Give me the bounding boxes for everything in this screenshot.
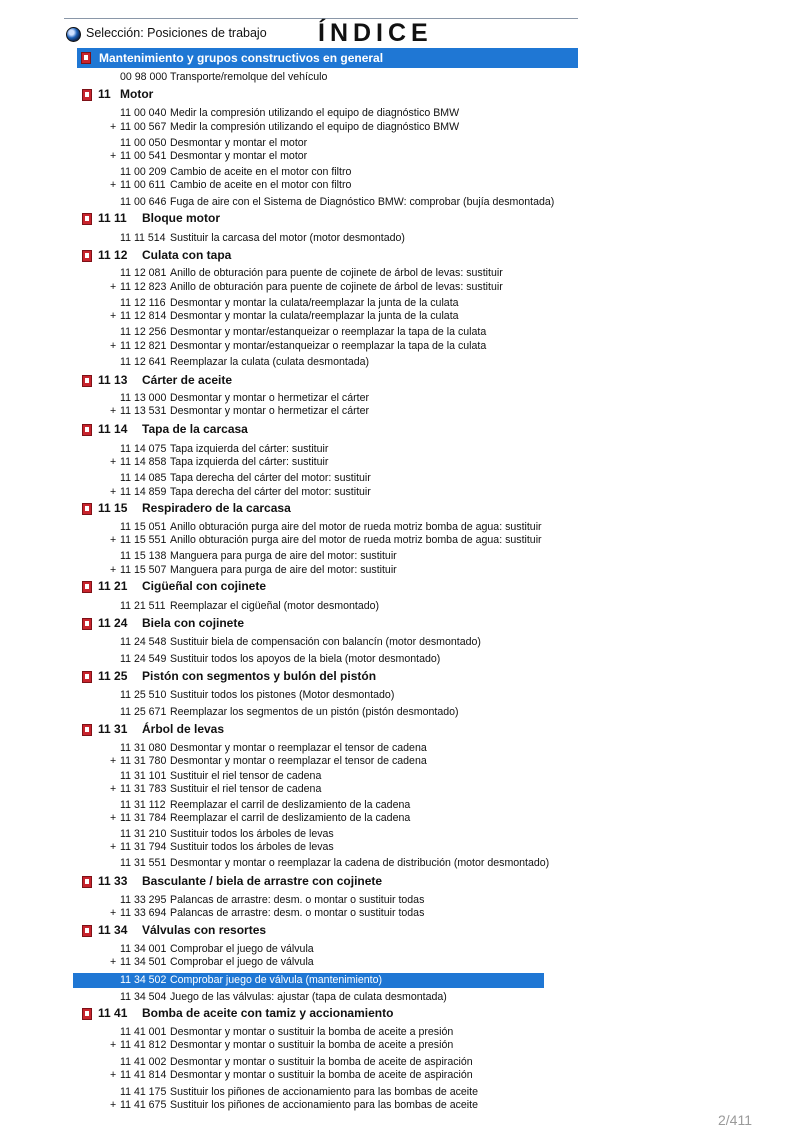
item-description: Desmontar y montar la culata/reemplazar la junta de la culata [170,310,459,322]
item-code: 11 15 551 [120,534,167,546]
item-code: 11 14 085 [120,472,167,484]
document-icon [81,52,91,64]
item-description: Sustituir los piñones de accionamiento para las bombas de aceite [170,1099,478,1111]
item-description: Sustituir el riel tensor de cadena [170,783,322,795]
item-description: Tapa izquierda del cárter: sustituir [170,443,329,455]
item-code: 11 31 112 [120,799,166,811]
item-code: 11 24 549 [120,653,167,665]
group-name: Válvulas con resortes [142,923,267,937]
item-description: Sustituir el riel tensor de cadena [170,770,322,782]
item-description: Sustituir biela de compensación con balancín (motor desmontado) [170,636,481,648]
item-code: 11 41 814 [120,1069,167,1081]
document-icon [82,375,92,387]
group-code: 11 11 [98,211,127,225]
item-code: 11 12 821 [120,340,167,352]
plus-marker: + [110,281,117,293]
item-description: Desmontar y montar o sustituir la bomba de aceite a presión [170,1039,454,1051]
plus-marker: + [110,310,117,322]
item-description: Palancas de arrastre: desm. o montar o sustituir todas [170,894,425,906]
item-description: Desmontar y montar o reemplazar el tensor de cadena [170,755,427,767]
document-icon [82,581,92,593]
document-icon [82,424,92,436]
item-description: Desmontar y montar o hermetizar el cárter [170,392,369,404]
plus-marker: + [110,456,117,468]
group-code: 11 34 [98,923,128,937]
document-icon [82,1008,92,1020]
plus-marker: + [110,907,117,919]
item-code: 11 00 567 [120,121,167,133]
item-code: 11 31 784 [120,812,167,824]
group-code: 11 14 [98,422,128,436]
item-code: 11 41 175 [120,1086,167,1098]
group-code: 11 [98,87,111,101]
item-description: Desmontar y montar/estanqueizar o reemplazar la tapa de la culata [170,340,487,352]
item-description: Reemplazar los segmentos de un pistón (pistón desmontado) [170,706,459,718]
document-icon [82,876,92,888]
item-description: Desmontar y montar o sustituir la bomba de aceite de aspiración [170,1056,473,1068]
item-description: Cambio de aceite en el motor con filtro [170,179,352,191]
item-code: 11 31 210 [120,828,167,840]
item-code: 11 41 002 [120,1056,167,1068]
item-code: 11 12 256 [120,326,167,338]
item-code: 11 12 814 [120,310,167,322]
group-code: 11 21 [98,579,128,593]
item-code: 11 21 511 [120,600,166,612]
index-title: ÍNDICE [318,19,433,47]
item-code: 11 13 531 [120,405,167,417]
item-code: 11 31 780 [120,755,167,767]
plus-marker: + [110,121,117,133]
item-description: Transporte/remolque del vehículo [170,71,328,83]
item-code: 11 00 050 [120,137,167,149]
item-code: 11 15 051 [120,521,167,533]
item-code: 11 34 501 [120,956,167,968]
plus-marker: + [110,405,117,417]
group-name: Cárter de aceite [142,373,233,387]
group-code: 11 25 [98,669,128,683]
document-icon [82,89,92,101]
item-description: Desmontar y montar o hermetizar el cárter [170,405,369,417]
item-code: 11 15 138 [120,550,167,562]
item-description: Desmontar y montar o reemplazar la cadena de distribución (motor desmontado) [170,857,550,869]
item-description: Reemplazar el cigüeñal (motor desmontado) [170,600,380,612]
item-description: Manguera para purga de aire del motor: sustituir [170,564,397,576]
item-code: 11 15 507 [120,564,167,576]
group-code: 11 41 [98,1006,128,1020]
document-icon [82,724,92,736]
item-description: Desmontar y montar el motor [170,137,308,149]
plus-marker: + [110,841,117,853]
item-code: 11 25 510 [120,689,167,701]
document-icon [82,213,92,225]
plus-marker: + [110,534,117,546]
item-code: 11 14 075 [120,443,167,455]
item-description: Anillo obturación purga aire del motor de rueda motriz bomba de agua: sustituir [170,534,542,546]
item-description: Comprobar el juego de válvula [170,956,314,968]
plus-marker: + [110,1069,117,1081]
item-description: Palancas de arrastre: desm. o montar o sustituir todas [170,907,425,919]
item-description: Sustituir todos los apoyos de la biela (motor desmontado) [170,653,441,665]
group-code: 11 31 [98,722,128,736]
item-code: 11 00 611 [120,179,166,191]
group-name: Cigüeñal con cojinete [142,579,267,593]
item-code: 11 31 101 [120,770,167,782]
item-code: 11 11 514 [120,232,166,244]
item-code: 11 13 000 [120,392,167,404]
group-name: Motor [120,87,154,101]
item-code: 11 24 548 [120,636,167,648]
selection-label: Selección: Posiciones de trabajo [86,26,267,40]
item-description: Desmontar y montar el motor [170,150,308,162]
group-code: 11 13 [98,373,128,387]
group-name: Biela con cojinete [142,616,245,630]
group-name: Basculante / biela de arrastre con cojinete [142,874,383,888]
item-description: Sustituir la carcasa del motor (motor desmontado) [170,232,405,244]
item-code: 11 00 040 [120,107,167,119]
item-code: 11 14 859 [120,486,167,498]
item-description: Desmontar y montar o reemplazar el tensor de cadena [170,742,427,754]
group-name: Árbol de levas [142,722,225,736]
group-name: Culata con tapa [142,248,232,262]
document-icon [82,250,92,262]
plus-marker: + [110,564,117,576]
item-code: 11 12 081 [120,267,167,279]
group-name: Tapa de la carcasa [142,422,248,436]
item-code: 11 31 551 [120,857,167,869]
item-description: Sustituir todos los árboles de levas [170,828,334,840]
document-icon [82,925,92,937]
item-description: Desmontar y montar o sustituir la bomba de aceite de aspiración [170,1069,473,1081]
item-code: 11 31 794 [120,841,167,853]
item-code: 11 14 858 [120,456,167,468]
plus-marker: + [110,486,117,498]
group-code: 11 24 [98,616,128,630]
item-code: 11 00 541 [120,150,167,162]
item-description: Medir la compresión utilizando el equipo de diagnóstico BMW [170,121,460,133]
item-code: 11 41 001 [120,1026,167,1038]
group-name: Bloque motor [142,211,220,225]
document-icon [82,618,92,630]
plus-marker: + [110,956,117,968]
item-description: Comprobar el juego de válvula [170,943,314,955]
group-name: Respiradero de la carcasa [142,501,291,515]
item-description: Sustituir los piñones de accionamiento para las bombas de aceite [170,1086,478,1098]
item-description: Cambio de aceite en el motor con filtro [170,166,352,178]
item-code: 11 34 502 [120,974,167,986]
item-description: Tapa izquierda del cárter: sustituir [170,456,329,468]
item-description: Desmontar y montar o sustituir la bomba de aceite a presión [170,1026,454,1038]
category-label: Mantenimiento y grupos constructivos en general [99,51,384,65]
item-description: Tapa derecha del cárter del motor: sustituir [170,472,371,484]
item-description: Anillo obturación purga aire del motor de rueda motriz bomba de agua: sustituir [170,521,542,533]
document-icon [82,671,92,683]
item-code: 11 34 001 [120,943,167,955]
item-code: 11 00 646 [120,196,167,208]
item-description: Desmontar y montar/estanqueizar o reemplazar la tapa de la culata [170,326,487,338]
item-code: 11 00 209 [120,166,167,178]
plus-marker: + [110,150,117,162]
item-description: Tapa derecha del cárter del motor: sustituir [170,486,371,498]
group-code: 11 15 [98,501,128,515]
plus-marker: + [110,1099,117,1111]
item-code: 11 33 694 [120,907,167,919]
item-description: Manguera para purga de aire del motor: sustituir [170,550,397,562]
window-header [64,20,578,46]
item-code: 11 25 671 [120,706,167,718]
group-name: Bomba de aceite con tamiz y accionamiento [142,1006,394,1020]
item-description: Sustituir todos los árboles de levas [170,841,334,853]
group-code: 11 12 [98,248,128,262]
item-code: 00 98 000 [120,71,168,83]
plus-marker: + [110,812,117,824]
item-code: 11 31 080 [120,742,167,754]
item-code: 11 12 641 [120,356,167,368]
item-description: Reemplazar el carril de deslizamiento de la cadena [170,799,411,811]
plus-marker: + [110,783,117,795]
plus-marker: + [110,755,117,767]
page-indicator: 2/411 [718,1112,752,1128]
item-description: Juego de las válvulas: ajustar (tapa de culata desmontada) [170,991,447,1003]
globe-icon [66,27,81,42]
item-description: Desmontar y montar la culata/reemplazar la junta de la culata [170,297,459,309]
item-description: Reemplazar el carril de deslizamiento de la cadena [170,812,411,824]
item-description: Anillo de obturación para puente de cojinete de árbol de levas: sustituir [170,281,503,293]
item-code: 11 31 783 [120,783,167,795]
selected-category-banner[interactable] [77,48,578,68]
document-icon [82,503,92,515]
item-code: 11 12 823 [120,281,167,293]
item-code: 11 33 295 [120,894,167,906]
item-description: Fuga de aire con el Sistema de Diagnóstico BMW: comprobar (bujía desmontada) [170,196,555,208]
item-description: Reemplazar la culata (culata desmontada) [170,356,370,368]
group-code: 11 33 [98,874,128,888]
item-code: 11 41 675 [120,1099,167,1111]
item-description: Anillo de obturación para puente de cojinete de árbol de levas: sustituir [170,267,503,279]
item-code: 11 41 812 [120,1039,167,1051]
item-description: Sustituir todos los pistones (Motor desmontado) [170,689,395,701]
plus-marker: + [110,1039,117,1051]
item-code: 11 34 504 [120,991,167,1003]
item-description: Medir la compresión utilizando el equipo de diagnóstico BMW [170,107,460,119]
group-name: Pistón con segmentos y bulón del pistón [142,669,377,683]
plus-marker: + [110,340,117,352]
plus-marker: + [110,179,117,191]
item-code: 11 12 116 [120,297,166,309]
item-description: Comprobar juego de válvula (mantenimiento) [170,974,382,986]
